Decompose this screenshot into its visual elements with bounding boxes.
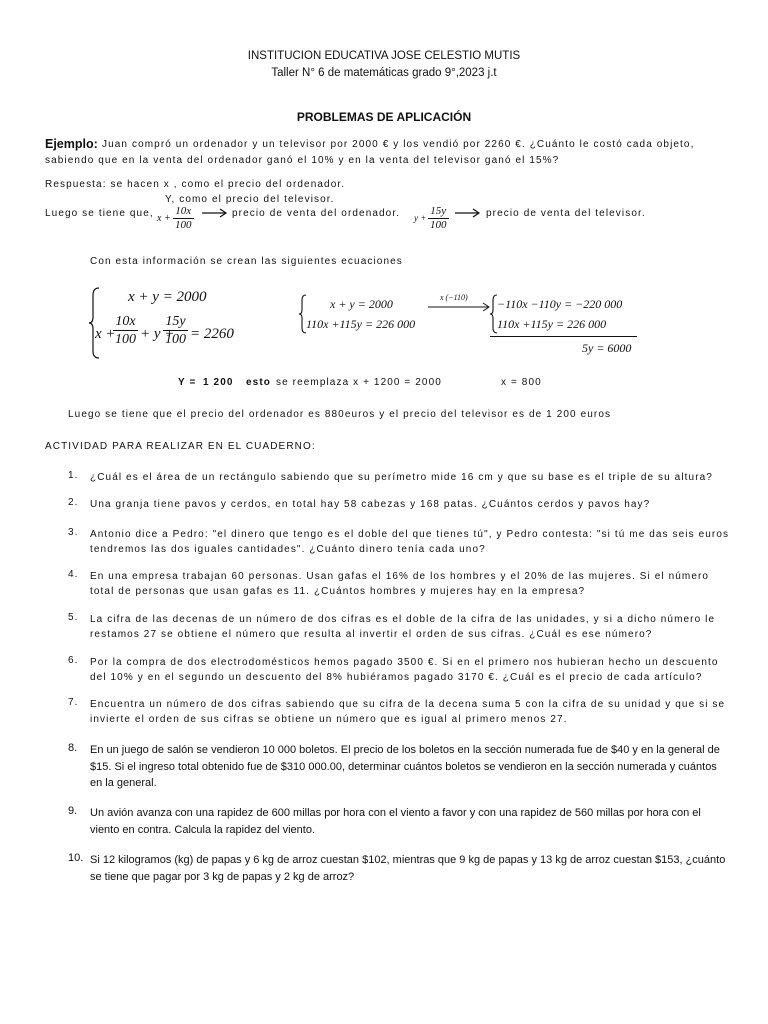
system3-eq2: 110x +115y = 226 000 (497, 317, 607, 331)
system1-rhs: = 2260 (190, 326, 234, 342)
example-line-1: Juan compró un ordenador y un televisor por 2000 € y los vendió por 2260 €. ¿Cuánto le costó cada objeto, (102, 139, 695, 150)
arrow-right-icon (455, 208, 481, 218)
workshop-subtitle: Taller N° 6 de matemáticas grado 9°,2023 j.t (271, 67, 497, 79)
system3-sum-rule (490, 336, 637, 337)
answer-line-1: Respuesta: se hacen x , como el precio del ordenador. (45, 179, 346, 190)
problem-text: Un avión avanza con una rapidez de 600 millas por hora con el viento a favor y con una rapidez de 560 millas por hora con el viento en contra. Calcula la rapidez del viento. (90, 807, 701, 836)
result-x: x = 800 (501, 377, 542, 388)
expr1-label: precio de venta del ordenador. (232, 208, 401, 219)
expr1-numerator: 10x (173, 205, 194, 219)
problem-text: En una empresa trabajan 60 personas. Usan gafas el 16% de los hombres y el 20% de las mujeres. Si el número total de personas que usan gafas es 11. ¿Cuántos hombres y mujeres hay en la empresa? (90, 571, 710, 597)
result-y-value: 1 200 (203, 377, 234, 388)
system1-num2: 15y (163, 313, 188, 331)
problem-number: 7. (68, 697, 79, 708)
problem-number: 10. (68, 852, 84, 864)
system2-eq2: 110x +115y = 226 000 (306, 317, 416, 331)
page-title: PROBLEMAS DE APLICACIÓN (296, 110, 472, 124)
info-line: Con esta información se crean las siguientes ecuaciones (90, 256, 403, 267)
problem-text: Por la compra de dos electrodomésticos hemos pagado 3500 €. Si en el primero nos hubieran hecho un descuento del 10% y en el segundo un descuento del 8% hubiéramos pagado 3170 €. ¿Cuál es el precio de cada artículo? (90, 657, 719, 683)
institution-name: INSTITUCION EDUCATIVA JOSE CELESTIO MUTIS (247, 50, 521, 62)
arrow-right-icon (202, 208, 228, 218)
expr1-var: x + (157, 213, 171, 224)
system3-eq1: −110x −110y = −220 000 (497, 297, 623, 311)
expr1-denominator: 100 (175, 219, 192, 231)
system1-x: x + (95, 326, 116, 342)
problem-text: Una granja tiene pavos y cerdos, en total hay 58 cabezas y 168 patas. ¿Cuántos cerdos y pavos hay? (90, 499, 651, 510)
system1-num1: 10x (113, 313, 138, 331)
result-y-label: Y = (178, 377, 197, 388)
system1-frac2 (163, 313, 188, 348)
problem-number: 3. (68, 527, 79, 538)
expr2-var: y + (414, 213, 427, 223)
system1-eq1: x + y = 2000 (128, 289, 207, 305)
activity-title: ACTIVIDAD PARA REALIZAR EN EL CUADERNO: (45, 441, 316, 452)
problem-text: Si 12 kilogramos (kg) de papas y 6 kg de arroz cuestan $102, mientras que 9 kg de papas y 13 kg de arroz cuestan $153, ¿cuánto se tiene que pagar por 3 kg de papas y 2 kg de arroz? (90, 854, 726, 883)
arrow-right-icon (428, 302, 492, 312)
problem-number: 5. (68, 612, 79, 623)
example-label: Ejemplo: (45, 137, 98, 151)
problem-number: 2. (68, 497, 79, 508)
expr2-fraction (428, 205, 449, 232)
problem-number: 6. (68, 655, 79, 666)
result-y-rest: se reemplaza x + 1200 = 2000 (276, 377, 442, 388)
problem-text: Antonio dice a Pedro: "el dinero que tengo es el doble del que tienes tú", y Pedro contesta: "si tú me das seis euros tendremos las dos iguales cantidades". ¿Cuánto dinero tenía cada uno? (90, 529, 730, 555)
system2-eq1: x + y = 2000 (330, 297, 393, 311)
problem-text: La cifra de las decenas de un número de dos cifras es el doble de la cifra de las unidades, y si a dicho número le restamos 27 se obtiene el número que resulta al invertir el orden de sus cifras. ¿Cuál es ese número? (90, 614, 716, 640)
expr1-fraction (173, 205, 194, 232)
problem-number: 8. (68, 742, 78, 754)
result-y-esto: esto (246, 377, 271, 388)
system3-eq3: 5y = 6000 (582, 341, 632, 355)
then-prefix: Luego se tiene que, (45, 208, 154, 219)
expr2-label: precio de venta del televisor. (486, 208, 646, 219)
problem-text: Encuentra un número de dos cifras sabiendo que su cifra de la decena suma 5 con la cifra de su unidad y que si se invierte el orden de sus cifras se obtiene un número que es igual al primero menos 27. (90, 699, 726, 725)
system1-frac1 (113, 313, 138, 348)
system2-multiplier: x (−110) (440, 293, 468, 302)
system1-den1: 100 (115, 332, 136, 347)
system1-den2: 100 (165, 332, 186, 347)
conclusion-line: Luego se tiene que el precio del ordenador es 880euros y el precio del televisor es de 1 200 euros (68, 409, 612, 420)
example-line-2: sabiendo que en la venta del ordenador ganó el 10% y en la venta del televisor ganó el 15%? (45, 155, 560, 166)
problem-text: En un juego de salón se vendieron 10 000 boletos. El precio de los boletos en la sección numerada fue de $40 y en la general de $15. Si el ingreso total obtenido fue de $310 000.00, determinar cuántos boletos se vendieron en la sección numerada y cuántos en la general. (90, 744, 720, 789)
system1-plus-y: + y + (140, 326, 175, 342)
expr2-numerator: 15y (428, 205, 449, 219)
answer-line-2: Y, como el precio del televisor. (165, 194, 335, 205)
expr2-denominator: 100 (430, 219, 447, 231)
problem-number: 4. (68, 569, 79, 580)
problem-number: 1. (68, 470, 79, 481)
problem-text: ¿Cuál es el área de un rectángulo sabiendo que su perímetro mide 16 cm y que su base es el triple de su altura? (90, 472, 713, 483)
problem-number: 9. (68, 805, 78, 817)
system1-brace-icon (88, 287, 102, 359)
